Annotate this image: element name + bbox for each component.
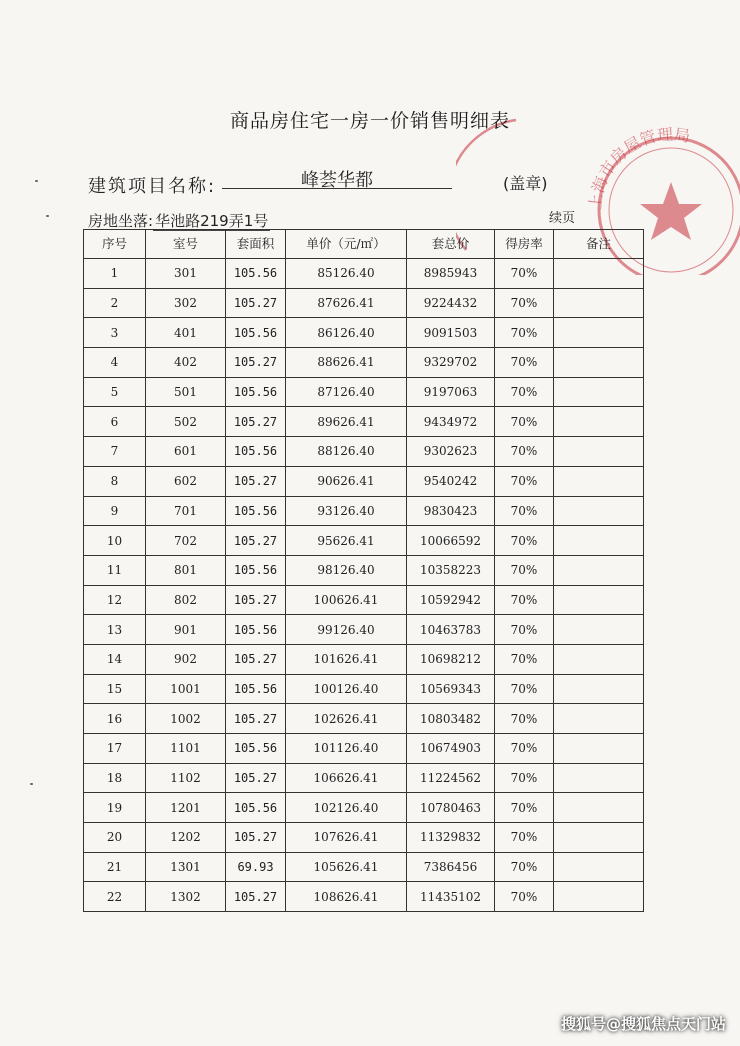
cell-efficiency: 70% — [495, 318, 554, 348]
cell-remarks — [554, 734, 644, 764]
table-row — [84, 555, 644, 585]
cell-seq: 18 — [84, 763, 146, 793]
cell-unit-price: 99126.40 — [286, 615, 407, 645]
cell-unit-price: 101126.40 — [286, 734, 407, 764]
cell-unit-price: 95626.41 — [286, 526, 407, 556]
table-row — [84, 437, 644, 467]
cell-efficiency: 70% — [495, 377, 554, 407]
table-row — [84, 644, 644, 674]
cell-area: 105.27 — [226, 644, 286, 674]
cell-efficiency: 70% — [495, 852, 554, 882]
cell-total-price: 9540242 — [407, 466, 495, 496]
cell-total-price: 11435102 — [407, 882, 495, 912]
cell-remarks — [554, 644, 644, 674]
cell-efficiency: 70% — [495, 674, 554, 704]
cell-efficiency: 70% — [495, 496, 554, 526]
cell-area: 105.27 — [226, 704, 286, 734]
table-row — [84, 377, 644, 407]
cell-total-price: 10698212 — [407, 644, 495, 674]
continued-page-label: 续页 — [549, 211, 576, 226]
cell-remarks — [554, 259, 644, 289]
cell-room: 802 — [146, 585, 226, 615]
cell-remarks — [554, 852, 644, 882]
cell-efficiency: 70% — [495, 288, 554, 318]
cell-area: 105.27 — [226, 823, 286, 853]
seal-right-text: 上海市房屋管理局 — [585, 124, 692, 211]
cell-remarks — [554, 585, 644, 615]
cell-unit-price: 100626.41 — [286, 585, 407, 615]
cell-seq: 6 — [84, 407, 146, 437]
table-row — [84, 852, 644, 882]
table-row — [84, 318, 644, 348]
cell-remarks — [554, 377, 644, 407]
address-value: 华池路219弄1号 — [155, 212, 269, 230]
scan-speck — [35, 180, 38, 182]
cell-seq: 7 — [84, 437, 146, 467]
cell-room: 301 — [146, 259, 226, 289]
header-total-price: 套总价 — [407, 230, 495, 259]
table-row — [84, 763, 644, 793]
cell-area: 105.27 — [226, 763, 286, 793]
cell-total-price: 10674903 — [407, 734, 495, 764]
cell-room: 901 — [146, 615, 226, 645]
cell-unit-price: 107626.41 — [286, 823, 407, 853]
cell-unit-price: 102626.41 — [286, 704, 407, 734]
cell-total-price: 7386456 — [407, 852, 495, 882]
cell-room: 1001 — [146, 674, 226, 704]
cell-room: 1102 — [146, 763, 226, 793]
cell-room: 501 — [146, 377, 226, 407]
cell-seq: 3 — [84, 318, 146, 348]
header-area: 套面积 — [226, 230, 286, 259]
cell-total-price: 9197063 — [407, 377, 495, 407]
cell-room: 1002 — [146, 704, 226, 734]
cell-seq: 20 — [84, 823, 146, 853]
cell-area: 105.56 — [226, 496, 286, 526]
project-name-value: 峰荟华都 — [222, 166, 452, 189]
cell-seq: 2 — [84, 288, 146, 318]
cell-efficiency: 70% — [495, 763, 554, 793]
scan-speck — [46, 215, 49, 217]
cell-area: 105.27 — [226, 288, 286, 318]
table-row — [84, 496, 644, 526]
table-row — [84, 734, 644, 764]
cell-unit-price: 86126.40 — [286, 318, 407, 348]
cell-seq: 14 — [84, 644, 146, 674]
table-row — [84, 466, 644, 496]
cell-room: 401 — [146, 318, 226, 348]
cell-remarks — [554, 704, 644, 734]
cell-unit-price: 106626.41 — [286, 763, 407, 793]
cell-remarks — [554, 882, 644, 912]
table-row — [84, 823, 644, 853]
cell-total-price: 11329832 — [407, 823, 495, 853]
cell-efficiency: 70% — [495, 555, 554, 585]
cell-total-price: 10803482 — [407, 704, 495, 734]
cell-efficiency: 70% — [495, 259, 554, 289]
table-row — [84, 407, 644, 437]
table-row — [84, 288, 644, 318]
cell-remarks — [554, 674, 644, 704]
cell-area: 105.56 — [226, 555, 286, 585]
header-seq: 序号 — [84, 230, 146, 259]
cell-unit-price: 88626.41 — [286, 348, 407, 378]
cell-efficiency: 70% — [495, 644, 554, 674]
cell-remarks — [554, 615, 644, 645]
cell-area: 105.27 — [226, 882, 286, 912]
cell-total-price: 10066592 — [407, 526, 495, 556]
cell-efficiency: 70% — [495, 437, 554, 467]
cell-seq: 4 — [84, 348, 146, 378]
cell-seq: 16 — [84, 704, 146, 734]
cell-unit-price: 90626.41 — [286, 466, 407, 496]
cell-unit-price: 105626.41 — [286, 852, 407, 882]
cell-room: 502 — [146, 407, 226, 437]
cell-total-price: 10780463 — [407, 793, 495, 823]
cell-remarks — [554, 496, 644, 526]
cell-room: 902 — [146, 644, 226, 674]
cell-unit-price: 85126.40 — [286, 259, 407, 289]
cell-seq: 15 — [84, 674, 146, 704]
table-row — [84, 585, 644, 615]
cell-total-price: 9091503 — [407, 318, 495, 348]
table-row — [84, 259, 644, 289]
cell-seq: 11 — [84, 555, 146, 585]
cell-area: 105.56 — [226, 377, 286, 407]
cell-remarks — [554, 763, 644, 793]
cell-remarks — [554, 437, 644, 467]
cell-unit-price: 108626.41 — [286, 882, 407, 912]
cell-unit-price: 93126.40 — [286, 496, 407, 526]
cell-total-price: 10592942 — [407, 585, 495, 615]
cell-seq: 10 — [84, 526, 146, 556]
cell-area: 105.56 — [226, 437, 286, 467]
table-row — [84, 348, 644, 378]
cell-efficiency: 70% — [495, 704, 554, 734]
cell-area: 69.93 — [226, 852, 286, 882]
sales-price-table — [83, 229, 644, 912]
cell-unit-price: 98126.40 — [286, 555, 407, 585]
header-efficiency: 得房率 — [495, 230, 554, 259]
table-row — [84, 674, 644, 704]
cell-room: 402 — [146, 348, 226, 378]
cell-total-price: 10358223 — [407, 555, 495, 585]
address-line — [88, 210, 270, 231]
cell-room: 1201 — [146, 793, 226, 823]
cell-area: 105.27 — [226, 585, 286, 615]
seal-star-icon — [640, 182, 702, 240]
table-row — [84, 615, 644, 645]
scan-speck — [30, 783, 33, 785]
cell-room: 702 — [146, 526, 226, 556]
cell-unit-price: 101626.41 — [286, 644, 407, 674]
cell-area: 105.56 — [226, 674, 286, 704]
cell-area: 105.56 — [226, 615, 286, 645]
cell-area: 105.56 — [226, 259, 286, 289]
document-title: 商品房住宅一房一价销售明细表 — [229, 110, 510, 132]
table-row — [84, 793, 644, 823]
cell-remarks — [554, 793, 644, 823]
seal-label: (盖章) — [503, 174, 548, 193]
header-remarks: 备注 — [554, 230, 644, 259]
cell-total-price: 11224562 — [407, 763, 495, 793]
cell-area: 105.27 — [226, 348, 286, 378]
cell-remarks — [554, 555, 644, 585]
cell-room: 302 — [146, 288, 226, 318]
cell-total-price: 9434972 — [407, 407, 495, 437]
cell-room: 602 — [146, 466, 226, 496]
table-header-row — [84, 230, 644, 259]
cell-remarks — [554, 466, 644, 496]
cell-unit-price: 88126.40 — [286, 437, 407, 467]
cell-remarks — [554, 348, 644, 378]
cell-efficiency: 70% — [495, 466, 554, 496]
cell-seq: 12 — [84, 585, 146, 615]
watermark-text: 搜狐号@搜狐焦点天门站 — [560, 1015, 726, 1033]
cell-unit-price: 87626.41 — [286, 288, 407, 318]
cell-area: 105.27 — [226, 526, 286, 556]
cell-seq: 9 — [84, 496, 146, 526]
cell-efficiency: 70% — [495, 734, 554, 764]
cell-seq: 1 — [84, 259, 146, 289]
cell-seq: 13 — [84, 615, 146, 645]
cell-unit-price: 87126.40 — [286, 377, 407, 407]
cell-seq: 8 — [84, 466, 146, 496]
cell-total-price: 9830423 — [407, 496, 495, 526]
cell-seq: 21 — [84, 852, 146, 882]
cell-seq: 17 — [84, 734, 146, 764]
cell-total-price: 10569343 — [407, 674, 495, 704]
cell-room: 1301 — [146, 852, 226, 882]
cell-area: 105.27 — [226, 466, 286, 496]
cell-total-price: 9302623 — [407, 437, 495, 467]
cell-efficiency: 70% — [495, 585, 554, 615]
cell-area: 105.56 — [226, 793, 286, 823]
cell-remarks — [554, 288, 644, 318]
cell-efficiency: 70% — [495, 407, 554, 437]
table-row — [84, 882, 644, 912]
cell-unit-price: 89626.41 — [286, 407, 407, 437]
header-room: 室号 — [146, 230, 226, 259]
cell-area: 105.27 — [226, 407, 286, 437]
cell-efficiency: 70% — [495, 823, 554, 853]
header-unit-price: 单价（元/㎡） — [286, 230, 407, 259]
cell-total-price: 9329702 — [407, 348, 495, 378]
cell-unit-price: 102126.40 — [286, 793, 407, 823]
cell-room: 801 — [146, 555, 226, 585]
cell-total-price: 9224432 — [407, 288, 495, 318]
cell-efficiency: 70% — [495, 615, 554, 645]
cell-remarks — [554, 318, 644, 348]
cell-efficiency: 70% — [495, 526, 554, 556]
cell-room: 1302 — [146, 882, 226, 912]
cell-remarks — [554, 526, 644, 556]
cell-total-price: 10463783 — [407, 615, 495, 645]
cell-efficiency: 70% — [495, 793, 554, 823]
cell-seq: 5 — [84, 377, 146, 407]
cell-room: 601 — [146, 437, 226, 467]
cell-room: 1101 — [146, 734, 226, 764]
cell-area: 105.56 — [226, 734, 286, 764]
cell-remarks — [554, 407, 644, 437]
address-label: 房地坐落: — [88, 212, 154, 230]
project-name-label: 建筑项目名称: — [88, 176, 217, 197]
cell-room: 701 — [146, 496, 226, 526]
cell-area: 105.56 — [226, 318, 286, 348]
cell-unit-price: 100126.40 — [286, 674, 407, 704]
cell-seq: 22 — [84, 882, 146, 912]
cell-room: 1202 — [146, 823, 226, 853]
table-row — [84, 526, 644, 556]
cell-efficiency: 70% — [495, 882, 554, 912]
cell-remarks — [554, 823, 644, 853]
table-body — [84, 259, 644, 912]
table-row — [84, 704, 644, 734]
cell-seq: 19 — [84, 793, 146, 823]
cell-total-price: 8985943 — [407, 259, 495, 289]
cell-efficiency: 70% — [495, 348, 554, 378]
